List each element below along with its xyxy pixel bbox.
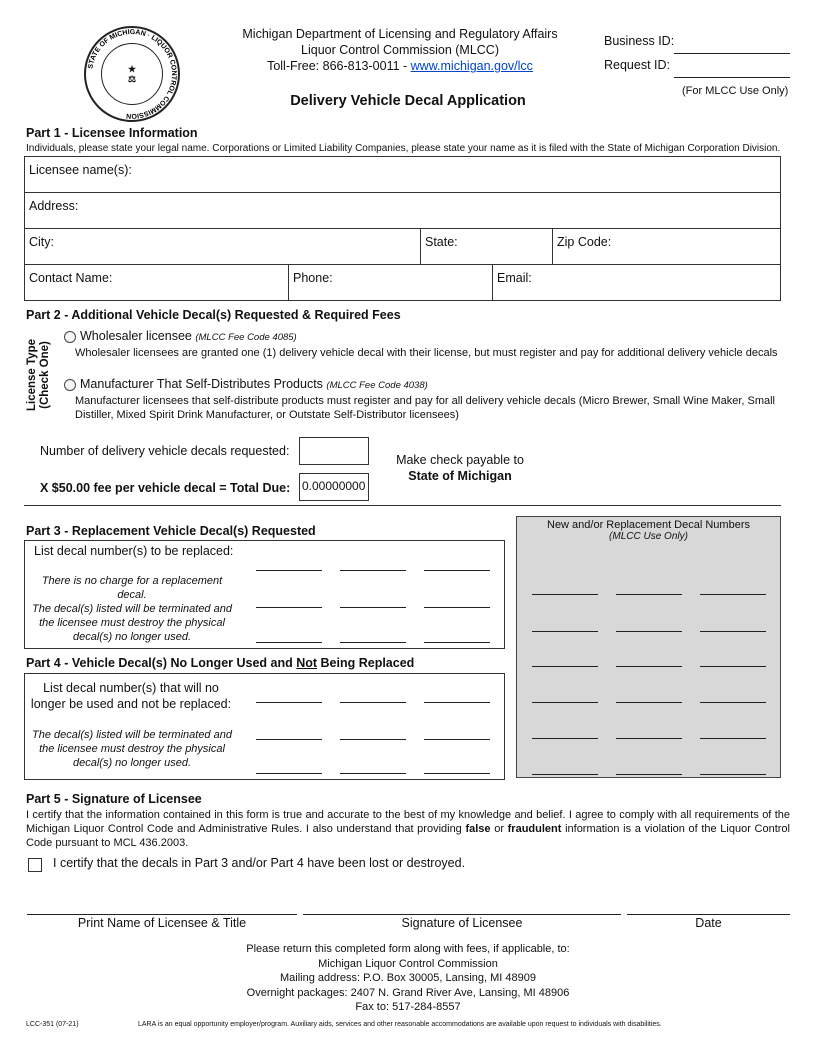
footer-line5: Fax to: 517-284-8557 (355, 1001, 461, 1013)
phone-field[interactable] (288, 264, 493, 301)
part3-decal-blank[interactable] (256, 607, 322, 608)
part4-heading (26, 656, 414, 670)
eeo-statement: LARA is an equal opportunity employer/program. Auxiliary aids, services and other reasonable accommodations are available upon request to individuals with disabilities. (138, 1021, 662, 1028)
part4-decal-blank[interactable] (256, 702, 322, 703)
mlcc-decal-blank[interactable] (616, 738, 682, 739)
mlcc-box-title: New and/or Replacement Decal Numbers (547, 519, 750, 531)
mlcc-decal-blank[interactable] (532, 738, 598, 739)
part3-decal-blank[interactable] (340, 607, 406, 608)
wholesaler-option[interactable] (64, 329, 297, 343)
licensee-name-label: Licensee name(s): (29, 163, 132, 177)
mlcc-decal-blank[interactable] (616, 631, 682, 632)
check-payable: Make check payable to (396, 453, 524, 467)
mlcc-decal-blank[interactable] (700, 666, 766, 667)
commission-name: Liquor Control Commission (MLCC) (301, 43, 499, 57)
manufacturer-code: (MLCC Fee Code 4038) (326, 380, 428, 391)
signature-line[interactable] (303, 914, 621, 915)
state-seal (84, 26, 180, 122)
city-field[interactable] (24, 228, 421, 265)
mlcc-decal-blank[interactable] (700, 594, 766, 595)
manufacturer-radio[interactable] (64, 379, 76, 391)
mlcc-decal-blank[interactable] (700, 774, 766, 775)
license-type-label (26, 330, 52, 420)
num-decals-input[interactable] (299, 437, 369, 465)
part2-heading: Part 2 - Additional Vehicle Decal(s) Requested & Required Fees (26, 308, 401, 322)
mlcc-decal-blank[interactable] (616, 702, 682, 703)
request-id-label: Request ID: (604, 58, 671, 72)
certification-text (26, 808, 790, 850)
seal-emblem: ★ ⚖ (101, 43, 163, 105)
agency-header (200, 26, 600, 74)
footer-line3: Mailing address: P.O. Box 30005, Lansing, MI 48909 (279, 972, 536, 984)
part3-decal-blank[interactable] (340, 570, 406, 571)
mlcc-box-subtitle: (MLCC Use Only) (609, 531, 688, 542)
mlcc-decal-blank[interactable] (532, 702, 598, 703)
wholesaler-code: (MLCC Fee Code 4085) (195, 332, 297, 343)
part3-decal-blank[interactable] (340, 642, 406, 643)
form-title: Delivery Vehicle Decal Application (290, 93, 526, 109)
city-label: City: (29, 235, 54, 249)
footer-line1: Please return this completed form along with fees, if applicable, to: (246, 943, 570, 955)
part4-heading-pre: Part 4 - Vehicle Decal(s) No Longer Used and (26, 656, 297, 670)
certify-part-b: information is a violation of the Liquor Control Code pursuant to MCL 436.2003. (26, 823, 790, 849)
mlcc-decal-blank[interactable] (532, 631, 598, 632)
mlcc-decal-blank[interactable] (700, 738, 766, 739)
or-word: or (490, 823, 508, 835)
licensee-name-field[interactable] (24, 156, 781, 193)
state-label: State: (425, 235, 458, 249)
mlcc-decal-blank[interactable] (616, 774, 682, 775)
part5-heading: Part 5 - Signature of Licensee (26, 792, 202, 806)
mlcc-use-only: (For MLCC Use Only) (682, 85, 789, 97)
address-field[interactable] (24, 192, 781, 229)
false-word: false (465, 823, 491, 835)
part4-decal-blank[interactable] (340, 702, 406, 703)
part4-decal-blank[interactable] (256, 739, 322, 740)
part4-decal-blank[interactable] (424, 702, 490, 703)
no-charge-note: There is no charge for a replacement decal. (41, 575, 223, 601)
part1-heading: Part 1 - Licensee Information (26, 126, 198, 140)
request-id-field[interactable] (674, 64, 790, 78)
signature-label: Signature of Licensee (401, 916, 523, 930)
payee: State of Michigan (408, 469, 512, 483)
seal-ring-text (84, 26, 180, 122)
date-label: Date (695, 916, 722, 930)
wholesaler-radio[interactable] (64, 331, 76, 343)
mlcc-decal-blank[interactable] (532, 594, 598, 595)
print-name-line[interactable] (27, 914, 297, 915)
part4-decal-blank[interactable] (424, 739, 490, 740)
part3-decal-blank[interactable] (256, 642, 322, 643)
manufacturer-label: Manufacturer That Self-Distributes Products (80, 377, 327, 391)
part3-terminated-note: The decal(s) listed will be terminated and the licensee must destroy the physical decal(s) no longer used. (32, 603, 232, 643)
part4-heading-post: Being Replaced (317, 656, 415, 670)
date-line[interactable] (627, 914, 790, 915)
part4-decal-blank[interactable] (340, 773, 406, 774)
mlcc-decal-blank[interactable] (616, 594, 682, 595)
manufacturer-desc: Manufacturer licensees that self-distribute products must register and pay for all delivery vehicle decals (Micro Brewer, Small Wine Maker, Small Distiller, Mixed Spirit Drink Manufacturer, or Outstate Self-Distributor licensees) (75, 395, 775, 421)
certify-part-a: I certify that the information contained in this form is true and accurate to the best of my knowledge and belief. I agree to comply with all requirements of the Michigan Liquor Control Code and Administrative Rules. I also understand that providing (26, 809, 790, 835)
num-decals-label: Number of delivery vehicle decals requested: (40, 444, 290, 458)
zip-field[interactable] (552, 228, 781, 265)
contact-name-label: Contact Name: (29, 271, 113, 285)
part3-decal-blank[interactable] (424, 570, 490, 571)
svg-text:STATE OF MICHIGAN · LIQUOR CON: STATE OF MICHIGAN · LIQUOR CONTROL COMMISSION (87, 28, 178, 120)
address-label: Address: (29, 199, 79, 213)
form-number: LCC-351 (07-21) (26, 1021, 79, 1028)
state-field[interactable] (420, 228, 553, 265)
total-due-field[interactable]: 0.00000000 (299, 473, 369, 501)
wholesaler-label: Wholesaler licensee (80, 329, 196, 343)
print-name-label: Print Name of Licensee & Title (77, 916, 247, 930)
part3-decal-blank[interactable] (424, 607, 490, 608)
check-one-text: (Check One) (39, 341, 51, 409)
contact-line (200, 58, 600, 74)
mlcc-decal-blank[interactable] (532, 666, 598, 667)
email-label: Email: (497, 271, 532, 285)
part3-list-label: List decal number(s) to be replaced: (34, 544, 234, 558)
part4-decal-blank[interactable] (340, 739, 406, 740)
part3-heading: Part 3 - Replacement Vehicle Decal(s) Requested (26, 524, 316, 538)
toll-free: Toll-Free: 866-813-0011 - (267, 59, 411, 73)
mlcc-decal-blank[interactable] (700, 631, 766, 632)
website-link[interactable]: www.michigan.gov/lcc (410, 59, 533, 73)
wholesaler-desc: Wholesaler licensees are granted one (1) delivery vehicle decal with their license, but must register and pay for additional delivery vehicle decals (75, 347, 778, 359)
agency-name: Michigan Department of Licensing and Regulatory Affairs (242, 27, 558, 41)
fee-label: X $50.00 fee per vehicle decal = Total Due: (40, 481, 291, 495)
mlcc-decal-blank[interactable] (616, 666, 682, 667)
zip-label: Zip Code: (557, 235, 612, 249)
fraudulent-word: fraudulent (507, 823, 562, 835)
part1-note: Individuals, please state your legal name. Corporations or Limited Liability Companies, please state your name as it is filed with the State of Michigan Corporation Division. (26, 143, 781, 154)
manufacturer-option[interactable] (64, 377, 428, 391)
footer-line2: Michigan Liquor Control Commission (318, 957, 498, 970)
part3-decal-blank[interactable] (424, 642, 490, 643)
license-type-text: License Type (26, 339, 38, 412)
footer-line4: Overnight packages: 2407 N. Grand River Ave, Lansing, MI 48906 (246, 986, 570, 999)
part4-decal-blank[interactable] (256, 773, 322, 774)
business-id-field[interactable] (674, 40, 790, 54)
return-instructions (150, 942, 666, 1015)
contact-name-field[interactable] (24, 264, 289, 301)
lost-destroyed-label: I certify that the decals in Part 3 and/or Part 4 have been lost or destroyed. (53, 856, 466, 870)
section-divider (24, 505, 781, 506)
lost-destroyed-checkbox[interactable] (28, 858, 42, 872)
business-id-label: Business ID: (604, 34, 675, 48)
part4-heading-not: Not (296, 656, 318, 670)
mlcc-decal-blank[interactable] (532, 774, 598, 775)
mlcc-decal-blank[interactable] (700, 702, 766, 703)
part4-decal-blank[interactable] (424, 773, 490, 774)
email-field[interactable] (492, 264, 781, 301)
phone-label: Phone: (293, 271, 333, 285)
part3-decal-blank[interactable] (256, 570, 322, 571)
part4-terminated-note: The decal(s) listed will be terminated and the licensee must destroy the physical decal(s) no longer used. (32, 729, 232, 769)
part4-list-label: List decal number(s) that will no longer be used and not be replaced: (30, 681, 232, 711)
